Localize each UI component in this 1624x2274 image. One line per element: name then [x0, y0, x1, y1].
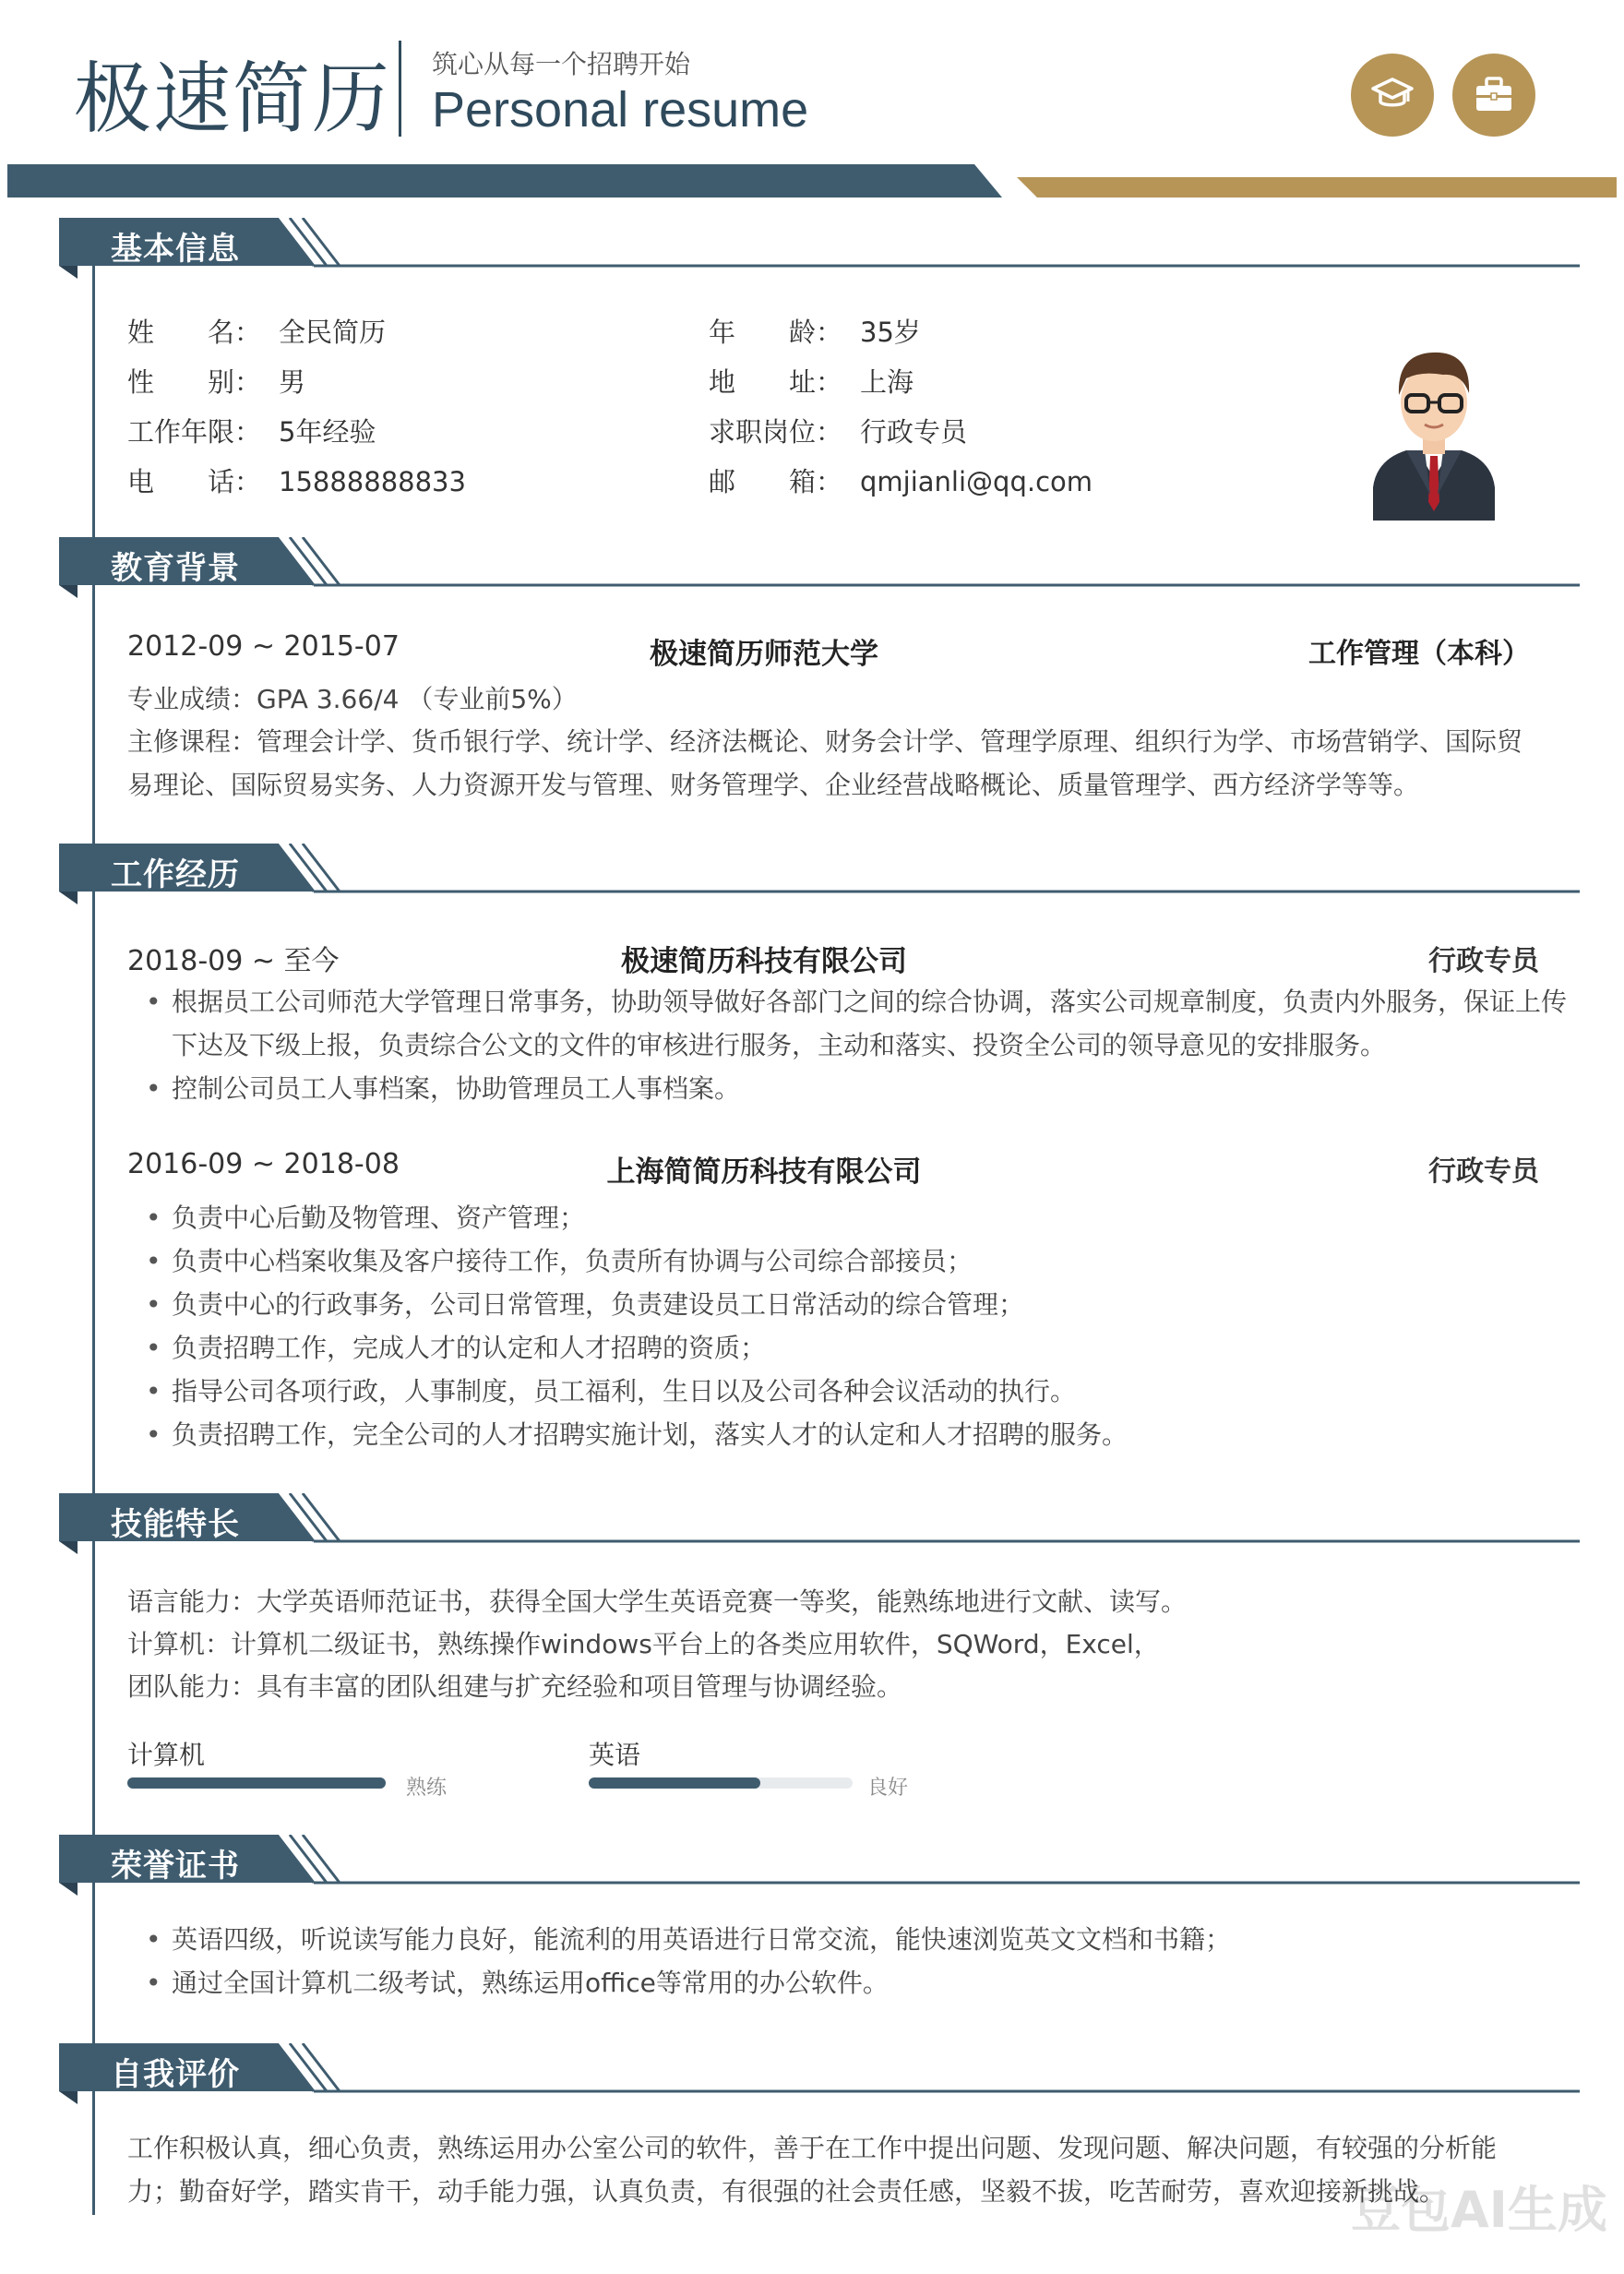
info-position: 求职岗位： 行政专员 [709, 416, 968, 448]
header-subtitle: Personal resume [432, 82, 809, 138]
honors-list [135, 1918, 1574, 2005]
list-item: • 控制公司员工人事档案，协助管理员工人事档案。 [172, 1067, 1574, 1110]
skill-bar-1 [127, 1777, 386, 1789]
info-phone: 电 话： 15888888833 [127, 466, 466, 497]
skill-bar-2 [589, 1777, 853, 1789]
section-header-education [59, 537, 1580, 611]
info-gender: 性 别： 男 [127, 366, 306, 398]
skill-language: 语言能力：大学英语师范证书，获得全国大学生英语竞赛一等奖，能熟练地进行文献、读写。 [127, 1586, 1188, 1617]
info-address: 地 址： 上海 [709, 366, 914, 398]
job-2-role: 行政专员 [1428, 1155, 1539, 1188]
watermark: 豆包AI生成 [1351, 2181, 1607, 2239]
job-2-bullets [135, 1196, 1574, 1456]
skill-bar-1-level: 熟练 [406, 1777, 448, 1800]
list-item: • 负责中心档案收集及客户接待工作，负责所有协调与公司综合部接员； [172, 1239, 1574, 1283]
section-header-basic [59, 218, 1580, 292]
section-title-skills: 技能特长 [111, 1506, 240, 1543]
edu-school: 极速简历师范大学 [650, 638, 878, 671]
skill-computer: 计算机：计算机二级证书，熟练操作windows平台上的各类应用软件，SQWord，Excel， [127, 1629, 1160, 1659]
briefcase-icon [1452, 54, 1535, 137]
job-1-date: 2018-09 ~ 至今 [127, 945, 340, 977]
job-2-company: 上海简简历科技有限公司 [606, 1155, 922, 1189]
graduation-cap-icon [1351, 54, 1434, 137]
job-1-bullets [135, 980, 1574, 1110]
section-title-self: 自我评价 [111, 2056, 240, 2093]
list-item: • 负责招聘工作，完成人才的认定和人才招聘的资质； [172, 1326, 1574, 1370]
info-age: 年 龄： 35岁 [709, 317, 921, 348]
section-header-work [59, 844, 1580, 917]
header-tagline: 筑心从每一个招聘开始 [432, 49, 691, 79]
list-item: • 负责中心的行政事务，公司日常管理，负责建设员工日常活动的综合管理； [172, 1283, 1574, 1326]
section-title-honors: 荣誉证书 [111, 1848, 240, 1885]
section-title-work: 工作经历 [111, 856, 240, 893]
job-2-date: 2016-09 ~ 2018-08 [127, 1148, 400, 1180]
edu-courses: 主修课程：管理会计学、货币银行学、统计学、经济法概论、财务会计学、管理学原理、组织行为学、市场营销学、国际贸易理论、国际贸易实务、人力资源开发与管理、财务管理学、企业经营战略概论、质量管理学、西方经济学等等。 [127, 726, 1523, 800]
header-divider [399, 41, 401, 137]
list-item: • 指导公司各项行政，人事制度，员工福利，生日以及公司各种会议活动的执行。 [172, 1370, 1574, 1413]
skill-team: 团队能力：具有丰富的团队组建与扩充经验和项目管理与协调经验。 [127, 1671, 903, 1702]
header-band [7, 164, 1617, 197]
resume-page [7, 0, 1617, 2274]
brand-title: 极速简历 [74, 54, 392, 144]
section-header-self [59, 2043, 1580, 2117]
edu-date: 2012-09 ~ 2015-07 [127, 630, 400, 663]
section-title-education: 教育背景 [111, 550, 240, 587]
list-item: • 通过全国计算机二级考试，熟练运用office等常用的办公软件。 [172, 1961, 1574, 2005]
skill-bar-2-fill [589, 1777, 760, 1789]
edu-major: 工作管理（本科） [1308, 638, 1530, 670]
skill-bar-2-label: 英语 [589, 1740, 641, 1770]
list-item: • 根据员工公司师范大学管理日常事务，协助领导做好各部门之间的综合协调，落实公司规章制度，负责内外服务，保证上传下达及下级上报，负责综合公文的文件的审核进行服务，主动和落实、投资全公司的领导意见的安排服务。 [172, 980, 1574, 1067]
section-title-basic: 基本信息 [111, 231, 240, 268]
skill-bar-2-level: 良好 [867, 1777, 909, 1800]
skill-bar-1-fill [127, 1777, 386, 1789]
info-email: 邮 箱： qmjianli@qq.com [709, 466, 1093, 497]
list-item: • 负责中心后勤及物管理、资产管理； [172, 1196, 1574, 1239]
edu-gpa: 专业成绩：GPA 3.66/4 （专业前5%） [127, 684, 578, 714]
info-name: 姓 名： 全民简历 [127, 317, 387, 348]
avatar [1369, 330, 1499, 521]
section-header-skills [59, 1493, 1580, 1567]
job-1-company: 极速简历科技有限公司 [621, 945, 907, 978]
job-1-role: 行政专员 [1428, 945, 1539, 977]
self-evaluation: 工作积极认真，细心负责，熟练运用办公室公司的软件，善于在工作中提出问题、发现问题、解决问题，有较强的分析能力；勤奋好学，踏实肯干，动手能力强，认真负责，有很强的社会责任感，坚毅不拔，吃苦耐劳，喜欢迎接新挑战。 [127, 2133, 1498, 2207]
skill-bar-1-label: 计算机 [127, 1740, 206, 1770]
section-header-honors [59, 1835, 1580, 1909]
list-item: • 负责招聘工作，完全公司的人才招聘实施计划，落实人才的认定和人才招聘的服务。 [172, 1413, 1574, 1456]
list-item: • 英语四级，听说读写能力良好，能流利的用英语进行日常交流，能快速浏览英文文档和书籍； [172, 1918, 1574, 1961]
info-experience: 工作年限： 5年经验 [127, 416, 376, 448]
